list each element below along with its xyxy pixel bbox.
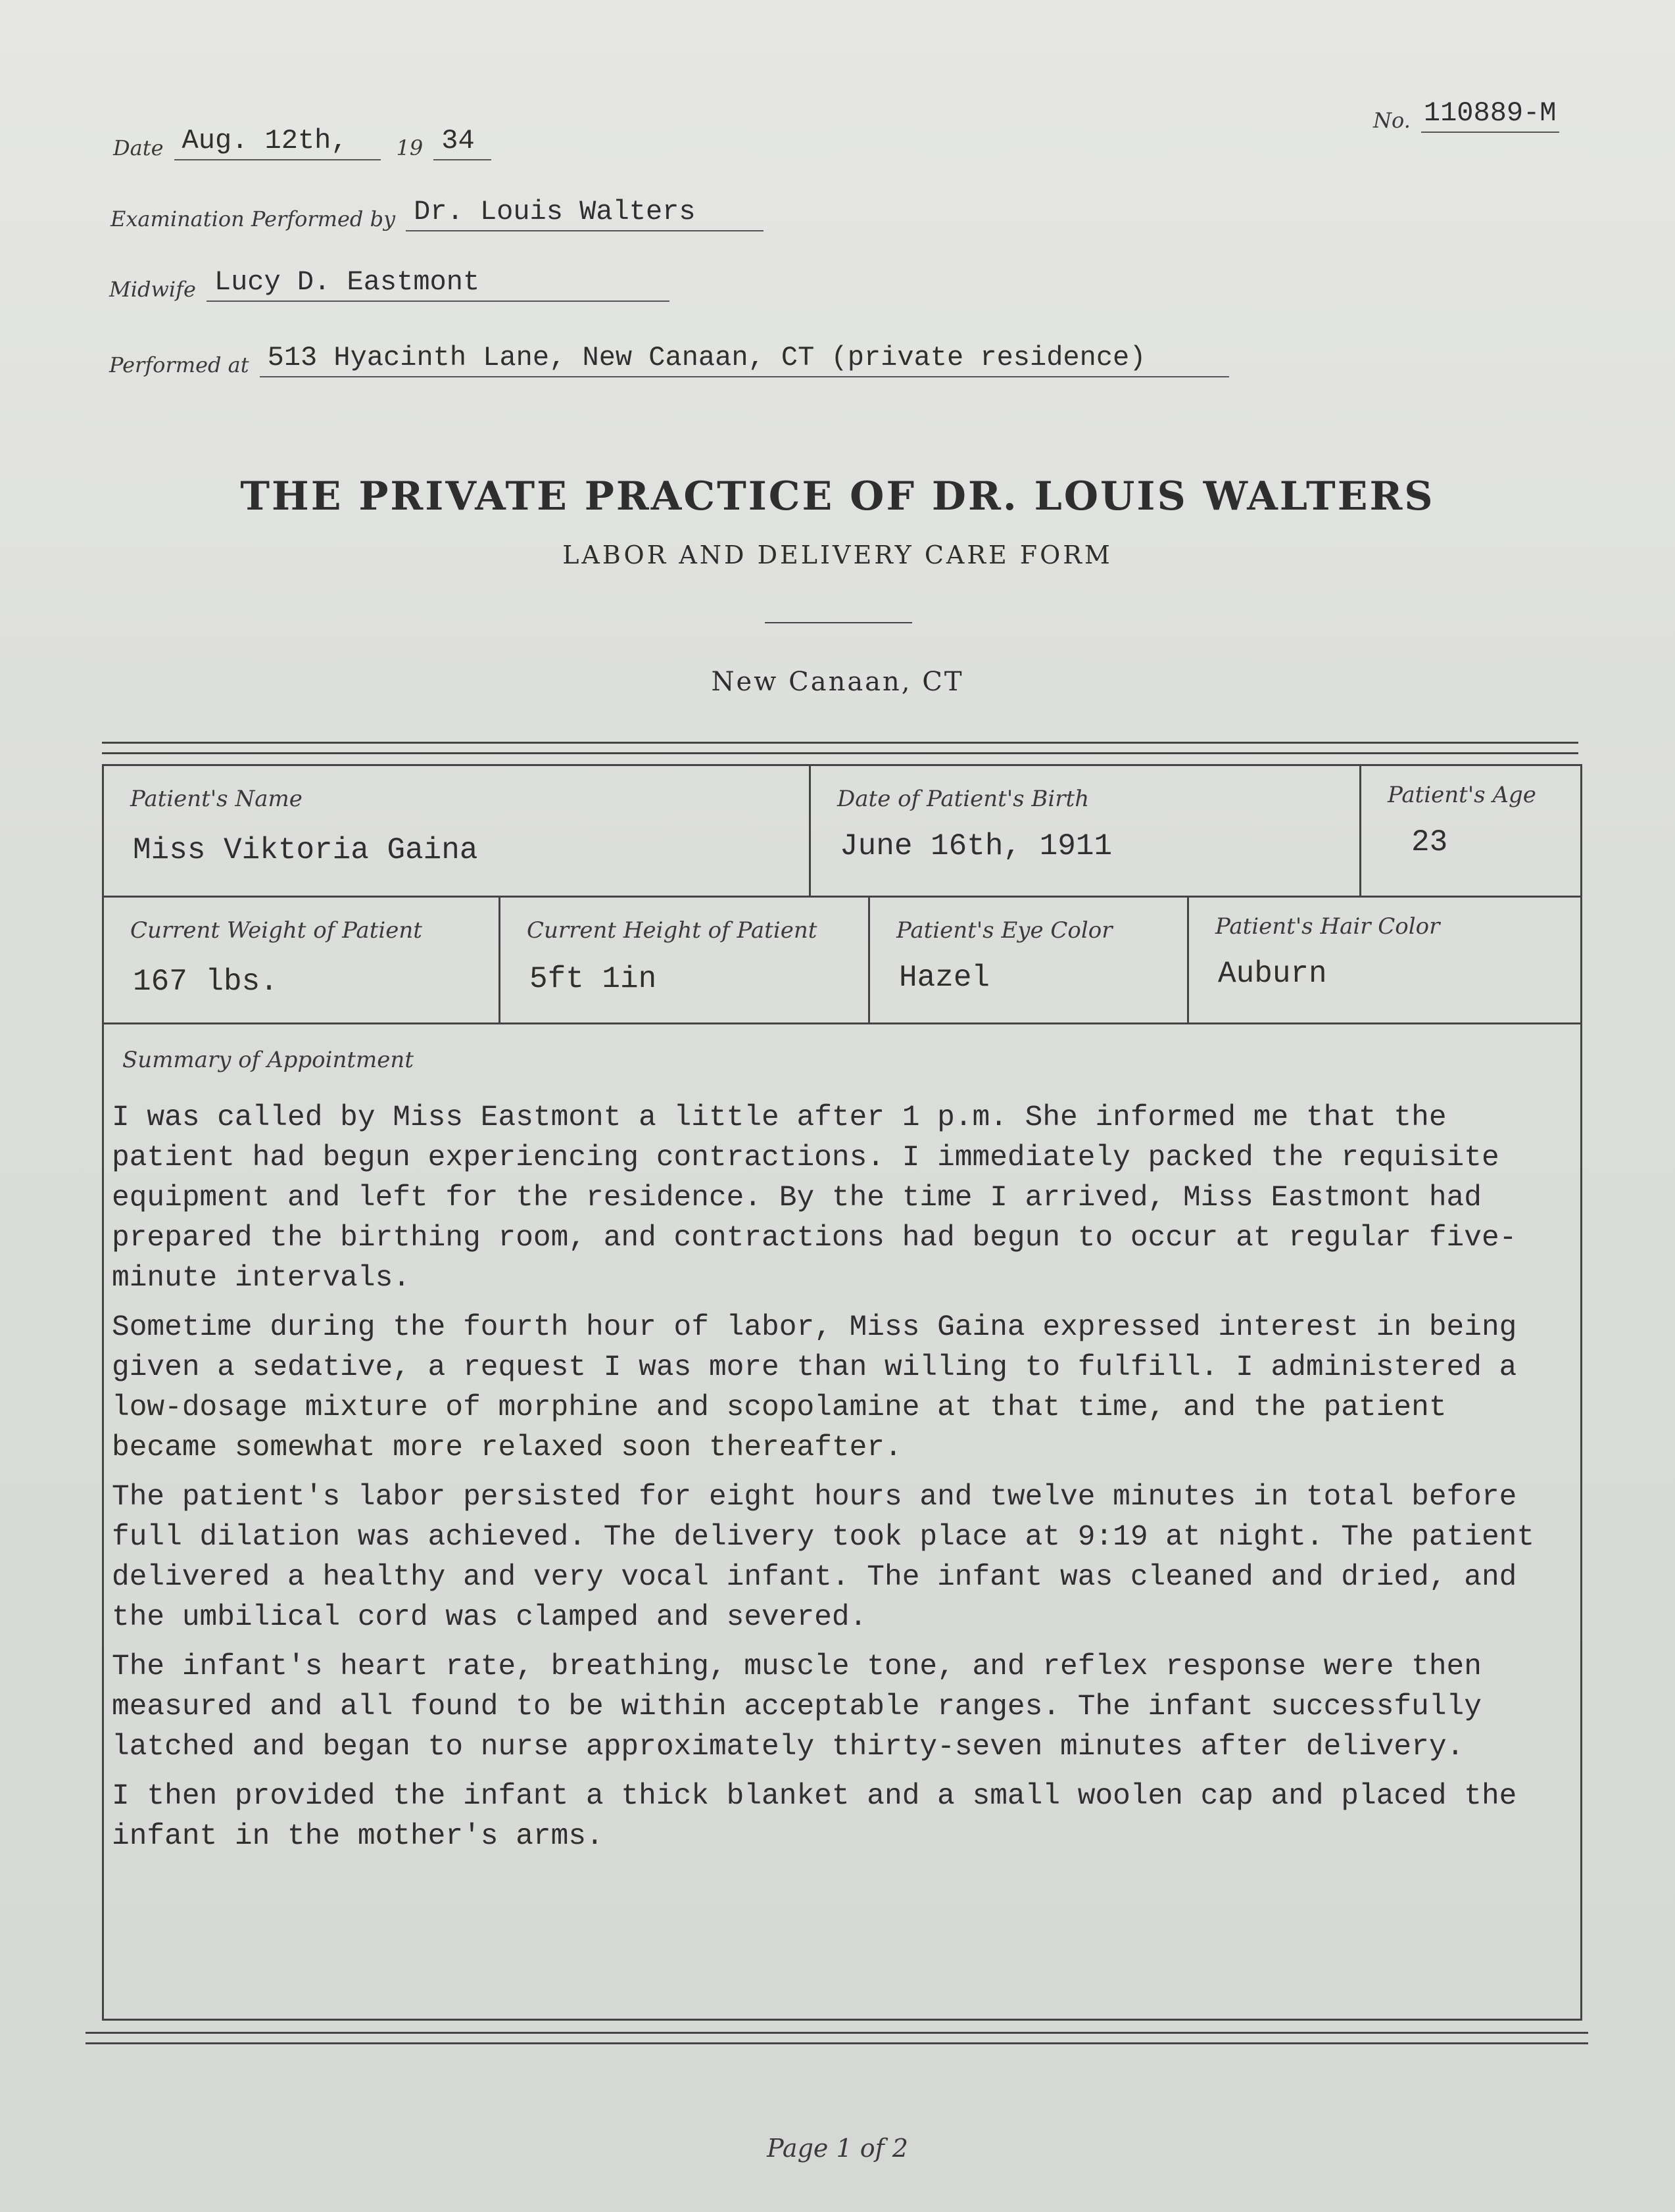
midwife-label: Midwife xyxy=(109,277,196,302)
summary-paragraph: Sometime during the fourth hour of labor, Miss Gaina expressed interest in being given a sedative, a request I was more than willing to fulfill. I administered a low-dosage mixture of morphine and scopolamine at that time, and the patient became somewhat more relaxed soon thereafter. xyxy=(112,1311,1517,1464)
patient-height-cell xyxy=(500,898,870,1024)
midwife-field xyxy=(109,266,669,302)
patient-age-cell xyxy=(1361,766,1580,898)
patient-dob-label: Date of Patient's Birth xyxy=(837,786,1090,812)
patient-eye-label: Patient's Eye Color xyxy=(896,917,1113,944)
patient-eye-value: Hazel xyxy=(899,961,990,995)
location-field xyxy=(109,342,1229,377)
year-prefix: 19 xyxy=(396,135,424,160)
patient-height-label: Current Height of Patient xyxy=(527,917,817,944)
page-number: Page 1 of 2 xyxy=(767,2134,908,2163)
patient-age-value: 23 xyxy=(1411,825,1448,859)
table-top-rule-inner xyxy=(102,752,1578,754)
patient-hair-cell xyxy=(1189,898,1580,1024)
patient-weight-label: Current Weight of Patient xyxy=(130,917,422,944)
practice-city: New Canaan, CT xyxy=(711,667,964,697)
patient-height-value: 5ft 1in xyxy=(529,962,657,996)
patient-weight-value: 167 lbs. xyxy=(133,965,278,999)
summary-body xyxy=(112,1098,1568,1866)
summary-paragraph: I was called by Miss Eastmont a little after 1 p.m. She informed me that the patient had begun experiencing contractions. I immediately packed the requisite equipment and left for the residence. By the time I arrived, Miss Eastmont had prepared the birthing room, and contractions had begun to occur at regular five-minute intervals. xyxy=(112,1101,1517,1295)
patient-hair-value: Auburn xyxy=(1218,957,1327,991)
patient-dob-value: June 16th, 1911 xyxy=(840,829,1113,863)
location-label: Performed at xyxy=(109,352,249,377)
number-label: No. xyxy=(1373,108,1411,133)
summary-paragraph: The infant's heart rate, breathing, muscle tone, and reflex response were then measured and all found to be within acceptable ranges. The infant successfully latched and began to nurse approximately thirty-seven minutes after delivery. xyxy=(112,1650,1482,1764)
patient-age-label: Patient's Age xyxy=(1388,782,1536,808)
table-bottom-rule xyxy=(85,2032,1588,2034)
examiner-value: Dr. Louis Walters xyxy=(406,196,764,231)
date-label: Date xyxy=(113,135,164,160)
summary-paragraph: The patient's labor persisted for eight hours and twelve minutes in total before full dilation was achieved. The delivery took place at 9:19 at night. The patient delivered a healthy and very vocal infant. The infant was cleaned and dried, and the umbilical cord was clamped and severed. xyxy=(112,1481,1535,1634)
patient-dob-cell xyxy=(811,766,1361,898)
patient-weight-cell xyxy=(104,898,500,1024)
examiner-field xyxy=(110,196,764,231)
location-value: 513 Hyacinth Lane, New Canaan, CT (private residence) xyxy=(260,342,1229,377)
patient-hair-label: Patient's Hair Color xyxy=(1215,913,1440,940)
date-field xyxy=(113,125,491,160)
table-bottom-rule-inner xyxy=(85,2042,1588,2044)
title-divider xyxy=(765,622,912,623)
year-value: 34 xyxy=(433,125,491,160)
summary-paragraph: I then provided the infant a thick blanket and a small woolen cap and placed the infant in the mother's arms. xyxy=(112,1780,1517,1853)
patient-table xyxy=(102,764,1582,2021)
practice-title: THE PRIVATE PRACTICE OF DR. LOUIS WALTERS xyxy=(240,473,1435,519)
patient-name-cell xyxy=(104,766,811,898)
patient-name-label: Patient's Name xyxy=(130,786,303,812)
number-value: 110889-M xyxy=(1421,97,1559,133)
form-number-field xyxy=(1373,97,1559,133)
summary-label: Summary of Appointment xyxy=(122,1047,414,1073)
midwife-value: Lucy D. Eastmont xyxy=(206,266,669,302)
form-subtitle: LABOR AND DELIVERY CARE FORM xyxy=(562,541,1113,569)
patient-name-value: Miss Viktoria Gaina xyxy=(133,833,478,867)
examiner-label: Examination Performed by xyxy=(110,206,396,231)
patient-eye-cell xyxy=(870,898,1189,1024)
table-top-rule xyxy=(102,742,1578,744)
date-value: Aug. 12th, xyxy=(174,125,381,160)
